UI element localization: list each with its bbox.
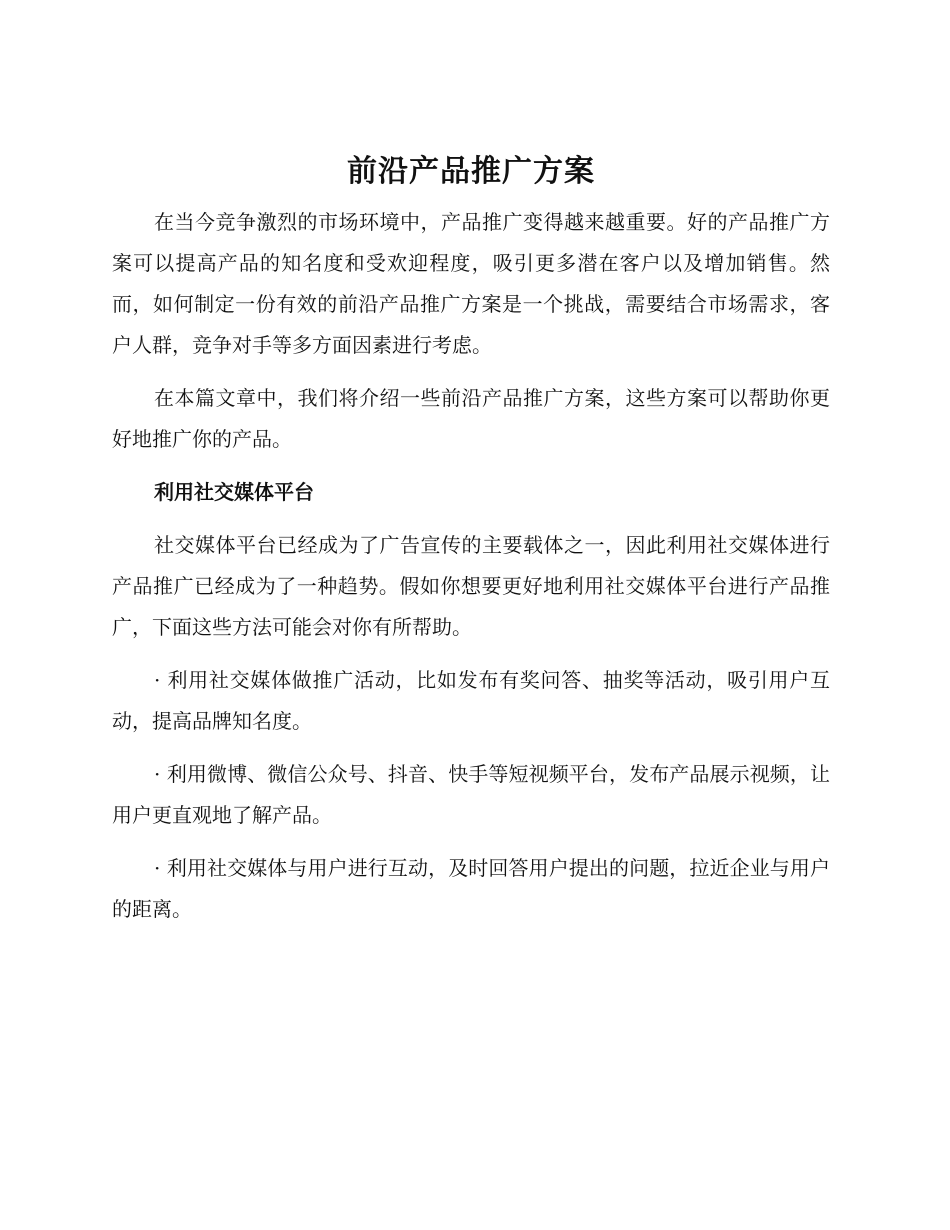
section-heading-social-media: 利用社交媒体平台 xyxy=(154,480,314,504)
bullet-item-2: · 利用微博、微信公众号、抖音、快手等短视频平台，发布产品展示视频，让用户更直观地了解产品。 xyxy=(112,762,830,827)
bullet-item-1: · 利用社交媒体做推广活动，比如发布有奖问答、抽奖等活动，吸引用户互动，提高品牌知名度。 xyxy=(112,668,830,733)
intro-paragraph-2: 在本篇文章中，我们将介绍一些前沿产品推广方案，这些方案可以帮助你更好地推广你的产品。 xyxy=(112,386,830,451)
intro-paragraph-1: 在当今竞争激烈的市场环境中，产品推广变得越来越重要。好的产品推广方案可以提高产品的知名度和受欢迎程度，吸引更多潜在客户以及增加销售。然而，如何制定一份有效的前沿产品推广方案是一个挑战，需要结合市场需求，客户人群，竞争对手等多方面因素进行考虑。 xyxy=(112,210,830,357)
section-intro-paragraph: 社交媒体平台已经成为了广告宣传的主要载体之一，因此利用社交媒体进行产品推广已经成为了一种趋势。假如你想要更好地利用社交媒体平台进行产品推广，下面这些方法可能会对你有所帮助。 xyxy=(112,533,830,639)
document-title: 前沿产品推广方案 xyxy=(347,154,595,189)
document-page xyxy=(112,152,830,942)
bullet-item-3: · 利用社交媒体与用户进行互动，及时回答用户提出的问题，拉近企业与用户的距离。 xyxy=(112,856,830,921)
